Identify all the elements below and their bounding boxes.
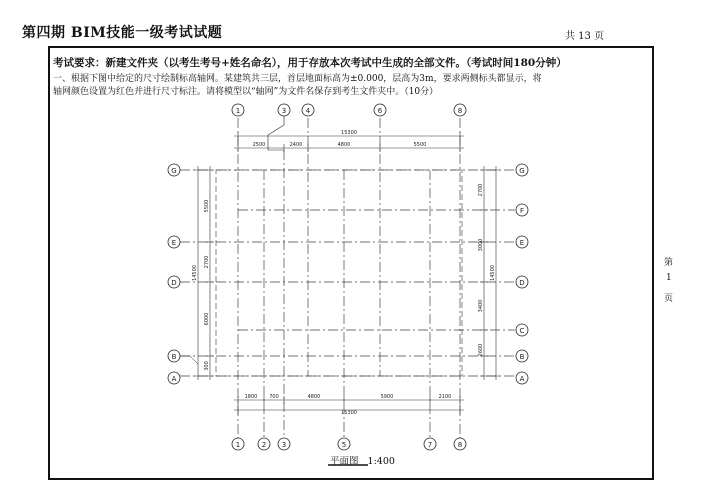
axis-3-leader	[268, 116, 284, 150]
right-axis-label: C	[519, 327, 525, 335]
total-pages: 共 13 页	[565, 31, 605, 42]
left-axis-label: A	[171, 375, 177, 383]
top-axis-label: 4	[305, 107, 311, 115]
right-axis-label: G	[519, 167, 525, 175]
right-axis-label: A	[519, 375, 525, 383]
top-dimension: 2500	[252, 142, 266, 148]
left-dimension: 6000	[204, 312, 210, 326]
right-axis-label: B	[519, 353, 525, 361]
bottom-dimension: 5900	[380, 394, 394, 400]
left-dimension: 2700	[204, 255, 210, 269]
bottom-dimension: 1800	[244, 394, 258, 400]
right-axis-label: D	[519, 279, 525, 287]
top-total-dimension: 15300	[341, 130, 357, 136]
left-axis-label: E	[171, 239, 177, 247]
top-axis-label: 6	[377, 107, 383, 115]
horizontal-grid-lines	[180, 170, 515, 376]
top-axis-label: 1	[235, 107, 241, 115]
bottom-dimension: 2100	[438, 394, 452, 400]
top-dimension: 2400	[289, 142, 303, 148]
right-total-dimension: 14500	[490, 265, 496, 281]
left-dimension: 5500	[204, 199, 210, 213]
drawing-caption: 平面图 1:400	[330, 456, 395, 467]
right-dimension: 3400	[478, 299, 484, 313]
right-axis-label: E	[519, 239, 525, 247]
bottom-axis-label: 8	[457, 441, 463, 449]
exam-requirement: 考试要求：新建文件夹（以考生考号+姓名命名），用于存放本次考试中生成的全部文件。（考试时间180分钟）	[53, 57, 567, 69]
top-axis-label: 3	[281, 107, 287, 115]
axis-b-leader	[180, 356, 198, 364]
bottom-axis-label: 7	[427, 441, 433, 449]
task-line-2: 轴网颜色设置为红色并进行尺寸标注。请将模型以“轴网”为文件名保存到考生文件夹中。（10分）	[53, 87, 439, 97]
top-dimension: 4800	[337, 142, 351, 148]
left-dimension: 300	[204, 361, 210, 371]
right-dimension: 2700	[478, 183, 484, 197]
side-page-char-2: 页	[664, 294, 674, 304]
left-axis-bubbles	[168, 164, 180, 384]
left-axis-label: B	[171, 353, 177, 361]
right-dimension: 3000	[478, 238, 484, 252]
bottom-total-dimension: 15300	[341, 410, 357, 416]
top-axis-label: 8	[457, 107, 463, 115]
exam-title: 第四期 BIM技能一级考试试题	[22, 25, 223, 41]
right-dimension: 2600	[478, 343, 484, 357]
task-line-1: 一、根据下图中给定的尺寸绘制标高轴网。某建筑共三层，首层地面标高为±0.000，层高为3m，要求两侧标头都显示，将	[53, 74, 542, 84]
bottom-dimension: 4800	[307, 394, 321, 400]
left-total-dimension: 14500	[192, 265, 198, 281]
building-outline	[216, 170, 462, 376]
top-axis-bubbles	[232, 104, 466, 116]
bottom-dimension: 700	[269, 394, 279, 400]
bottom-axis-label: 2	[261, 441, 267, 449]
left-axis-label: D	[171, 279, 177, 287]
side-page-char-1: 第	[664, 258, 674, 268]
right-axis-bubbles	[516, 164, 528, 384]
bottom-axis-label: 1	[235, 441, 241, 449]
vertical-grid-lines	[238, 118, 460, 438]
top-dimension: 5500	[413, 142, 427, 148]
bottom-axis-label: 3	[281, 441, 287, 449]
side-page-number: 1	[666, 273, 672, 283]
left-axis-label: G	[171, 167, 177, 175]
right-axis-label: F	[519, 207, 525, 215]
bottom-axis-label: 5	[341, 441, 347, 449]
